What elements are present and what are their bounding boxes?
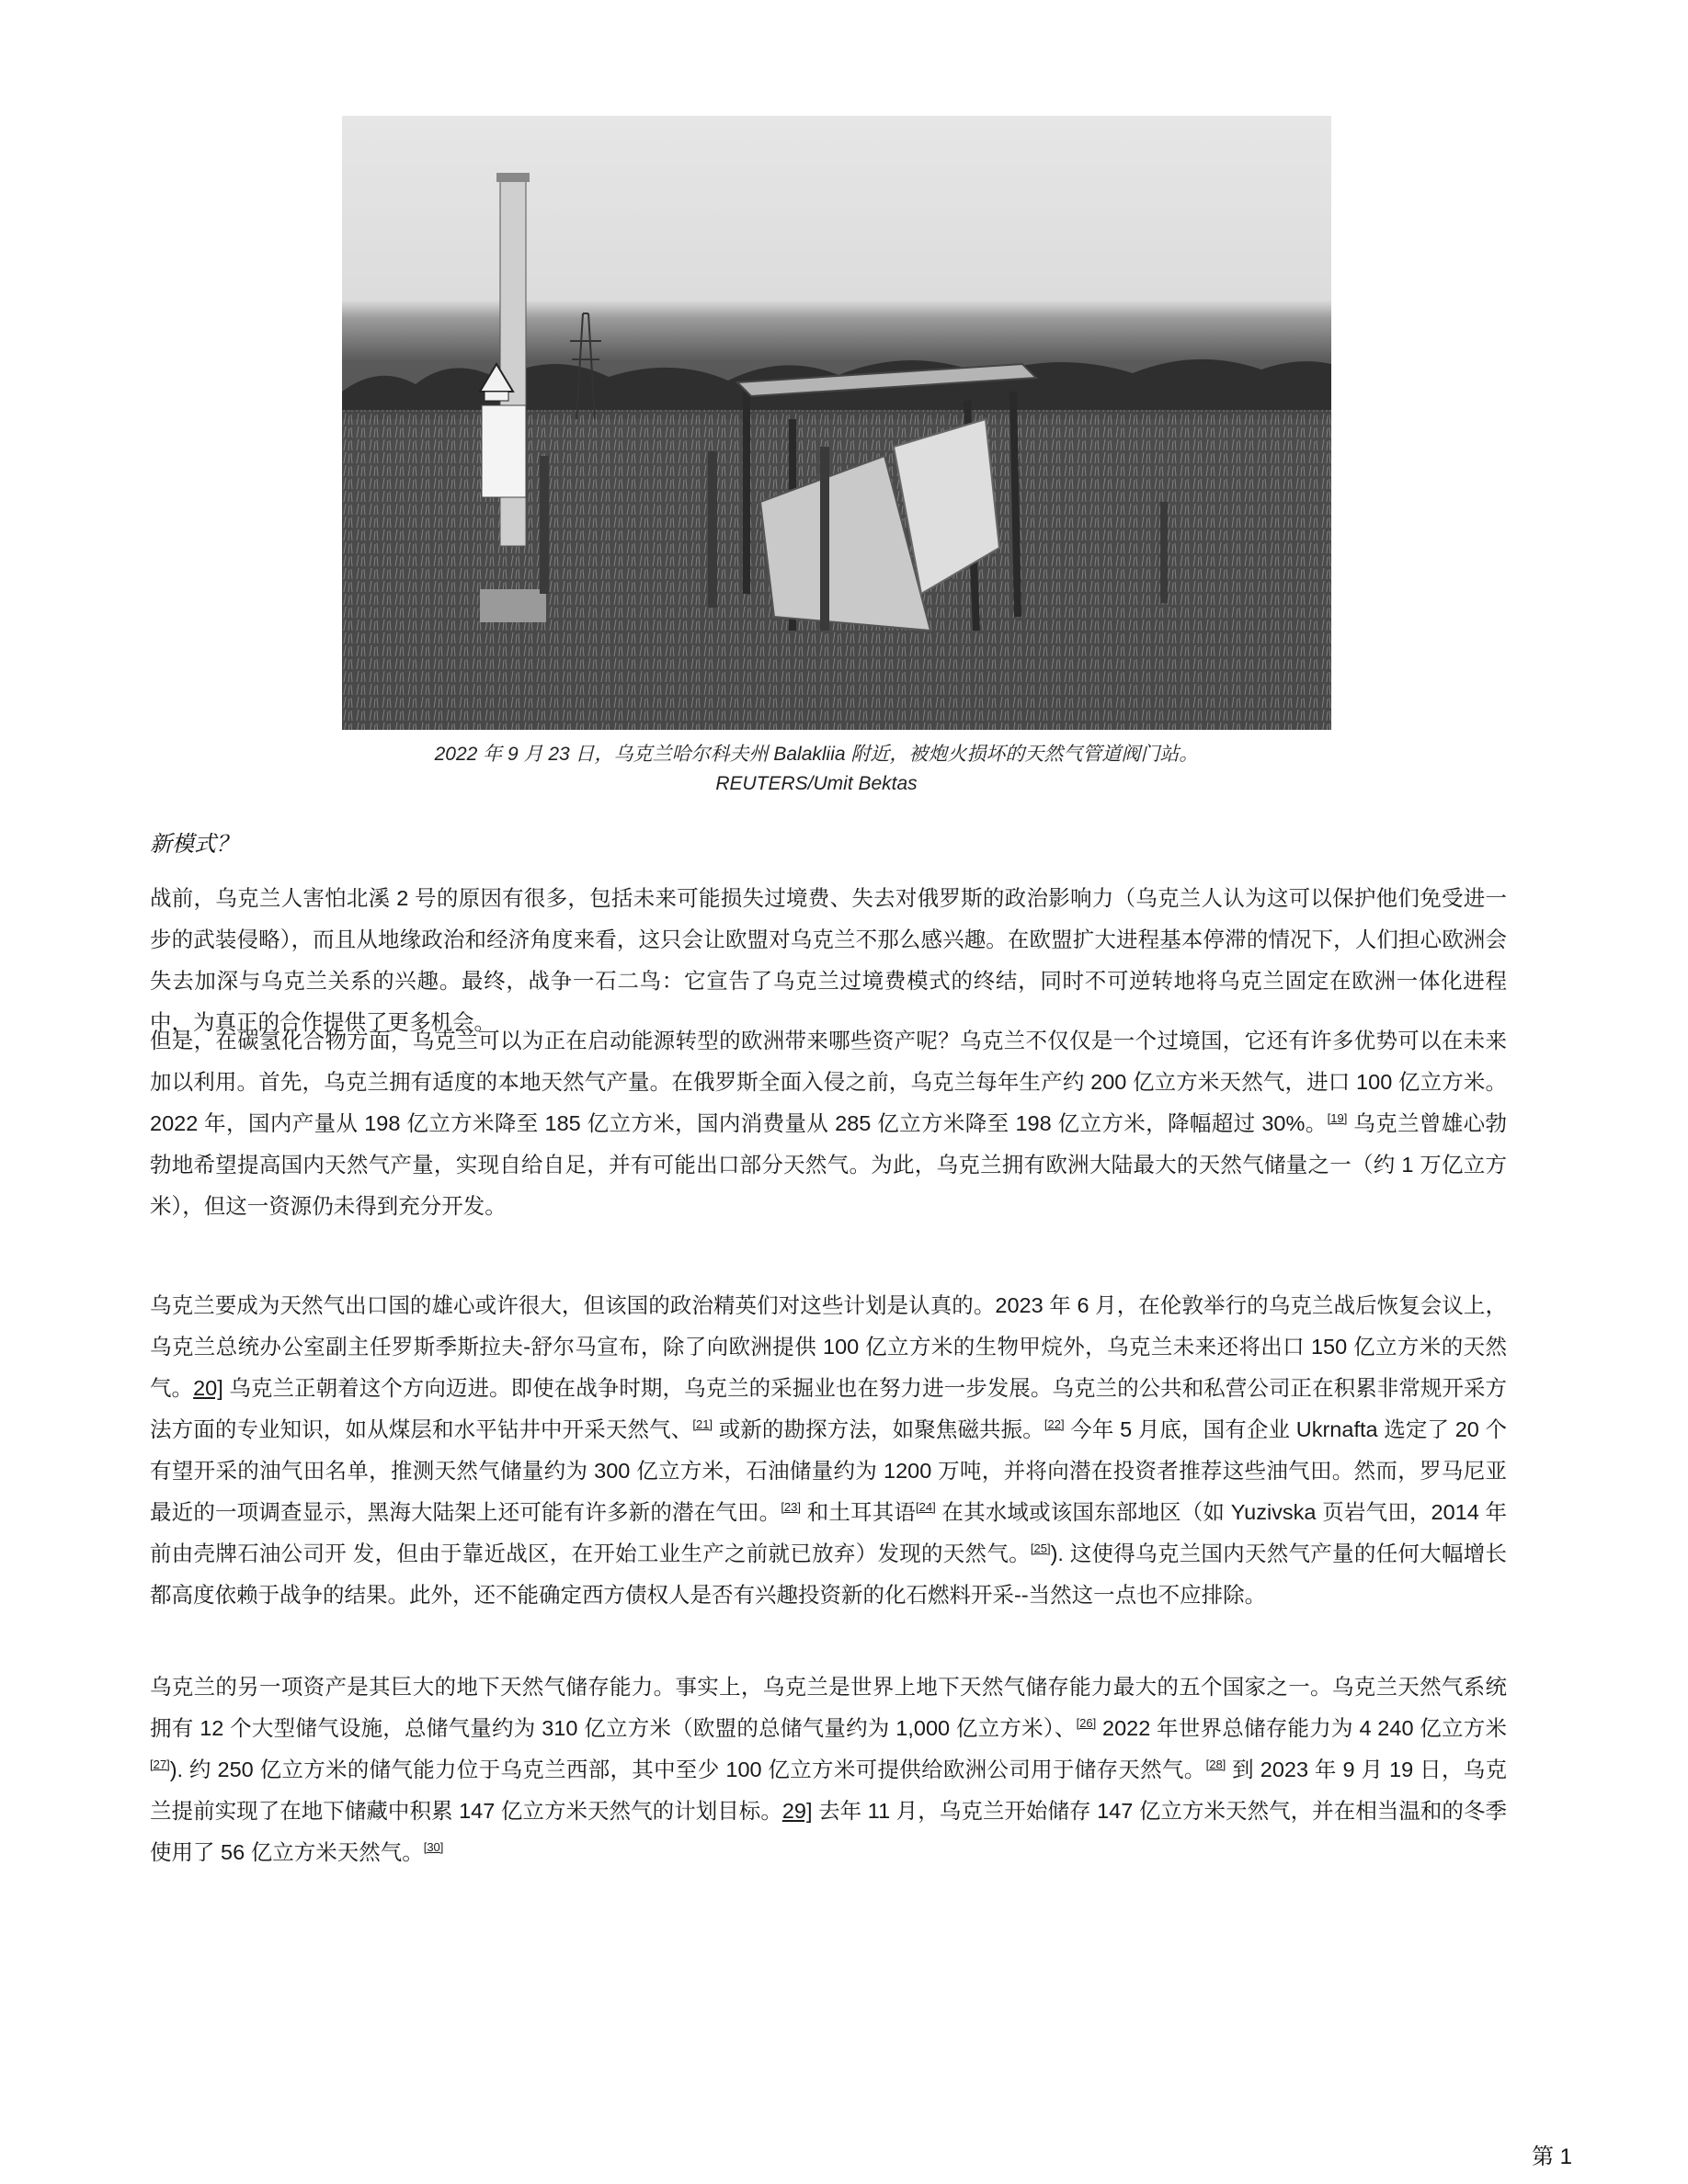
footnote-ref-26[interactable]: [26]: [1076, 1716, 1097, 1731]
footnote-ref-22[interactable]: [22]: [1044, 1417, 1065, 1432]
paragraph-text: 2022 年世界总储存能力为 4 240 亿立方米: [1096, 1716, 1507, 1740]
footnote-ref-19[interactable]: [19]: [1327, 1111, 1348, 1126]
photo-caption: [276, 740, 1357, 799]
footnote-ref-30[interactable]: [30]: [423, 1840, 444, 1855]
paragraph-text: 到 2023 年 9 月 19 日，乌克兰提前实现了在地下储藏中积累 147 亿立方米天然气的计划目标。: [150, 1757, 1507, 1823]
footnote-ref-27[interactable]: [27]: [150, 1757, 170, 1772]
footnote-ref-25[interactable]: [25]: [1030, 1541, 1051, 1556]
paragraph-text: 今年 5 月底，国有企业 Ukrnafta 选定了 20 个有望开采的油气田名单，推测天然气储量约为 300 亿立方米，石油储量约为 1200 万吨，并将向潜在投资者推荐这些油气田。然而，罗马尼亚最近的一项调查显示，黑海大陆架上还可能有许多新的潜在气田。: [150, 1417, 1507, 1524]
paragraph-3: [150, 1285, 1507, 1616]
paragraph-text: 乌克兰曾雄心勃勃地希望提高国内天然气产量，实现自给自足，并有可能出口部分天然气。为此，乌克兰拥有欧洲大陆最大的天然气储量之一（约 1 万亿立方米），但这一资源仍未得到充分开发。: [150, 1111, 1508, 1218]
footnote-ref-20[interactable]: 20]: [193, 1376, 223, 1400]
footnote-ref-24[interactable]: [24]: [916, 1500, 936, 1515]
paragraph-2: [150, 1020, 1507, 1227]
caption-credit: REUTERS/Umit Bektas: [715, 773, 918, 794]
paragraph-text: ). 这使得乌克兰国内天然气产量的任何大幅增长都高度依赖于战争的结果。此外，还不能确定西方债权人是否有兴趣投资新的化石燃料开采--当然这一点也不应排除。: [150, 1541, 1507, 1607]
paragraph-text: ). 约 250 亿立方米的储气能力位于乌克兰西部，其中至少 100 亿立方米可提供给欧洲公司用于储存天然气。: [169, 1757, 1206, 1781]
paragraph-text: 但是，在碳氢化合物方面，乌克兰可以为正在启动能源转型的欧洲带来哪些资产呢？乌克兰不仅仅是一个过境国，它还有许多优势可以在未来加以利用。首先，乌克兰拥有适度的本地天然气产量。在俄罗斯全面入侵之前，乌克兰每年生产约 200 亿立方米天然气，进口 100 亿立方米。2022 年，国内产量从 198 亿立方米降至 185 亿立方米，国内消费量从 285 亿立方米降至 198 亿立方米，降幅超过 30%。: [150, 1029, 1507, 1135]
footnote-ref-28[interactable]: [28]: [1205, 1757, 1226, 1772]
photo-damaged-valve-station-icon: [342, 116, 1331, 730]
paragraph-text: 乌克兰要成为天然气出口国的雄心或许很大，但该国的政治精英们对这些计划是认真的。2023 年 6 月，在伦敦举行的乌克兰战后恢复会议上，乌克兰总统办公室副主任罗斯季斯拉夫-舒尔马宣布，除了向欧洲提供 100 亿立方米的生物甲烷外，乌克兰未来还将出口 150 亿立方米的天然气。: [150, 1293, 1507, 1400]
footnote-ref-23[interactable]: [23]: [781, 1500, 801, 1515]
section-title: 新模式？: [150, 832, 238, 857]
caption-text: 2022 年 9 月 23 日，乌克兰哈尔科夫州 Balakliia 附近，被炮火损坏的天然气管道阀门站。: [434, 744, 1199, 765]
paragraph-text: 和土耳其语: [801, 1500, 917, 1524]
page-number: 第 1: [1532, 2144, 1573, 2169]
paragraph-1: 战前，乌克兰人害怕北溪 2 号的原因有很多，包括未来可能损失过境费、失去对俄罗斯的政治影响力（乌克兰人认为这可以保护他们免受进一步的武装侵略），而且从地缘政治和经济角度来看，这只会让欧盟对乌克兰不那么感兴趣。在欧盟扩大进程基本停滞的情况下，人们担心欧洲会失去加深与乌克兰关系的兴趣。最终，战争一石二鸟：它宣告了乌克兰过境费模式的终结，同时不可逆转地将乌克兰固定在欧洲一体化进程中，为真正的合作提供了更多机会。: [150, 886, 1507, 1034]
news-photo: [342, 116, 1331, 730]
paragraph-text: 乌克兰正朝着这个方向迈进。即使在战争时期，乌克兰的采掘业也在努力进一步发展。乌克兰的公共和私营公司正在积累非常规开采方法方面的专业知识，如从煤层和水平钻井中开采天然气、: [150, 1376, 1507, 1441]
footnote-ref-29[interactable]: 29]: [781, 1799, 813, 1823]
footnote-ref-21[interactable]: [21]: [692, 1417, 713, 1432]
paragraph-text: 在其水域或该国东部地区（如 Yuzivska 页岩气田，2014 年前由壳牌石油公司开 发，但由于靠近战区，在开始工业生产之前就已放弃）发现的天然气。: [150, 1500, 1507, 1565]
paragraph-text: 或新的勘探方法，如聚焦磁共振。: [713, 1417, 1044, 1441]
paragraph-text: 去年 11 月，乌克兰开始储存 147 亿立方米天然气，并在相当温和的冬季使用了 56 亿立方米天然气。: [150, 1799, 1507, 1864]
paragraph-text: 乌克兰的另一项资产是其巨大的地下天然气储存能力。事实上，乌克兰是世界上地下天然气储存能力最大的五个国家之一。乌克兰天然气系统拥有 12 个大型储气设施，总储气量约为 310 亿立方米（欧盟的总储气量约为 1,000 亿立方米）、: [150, 1675, 1507, 1740]
paragraph-4: [150, 1666, 1507, 1873]
